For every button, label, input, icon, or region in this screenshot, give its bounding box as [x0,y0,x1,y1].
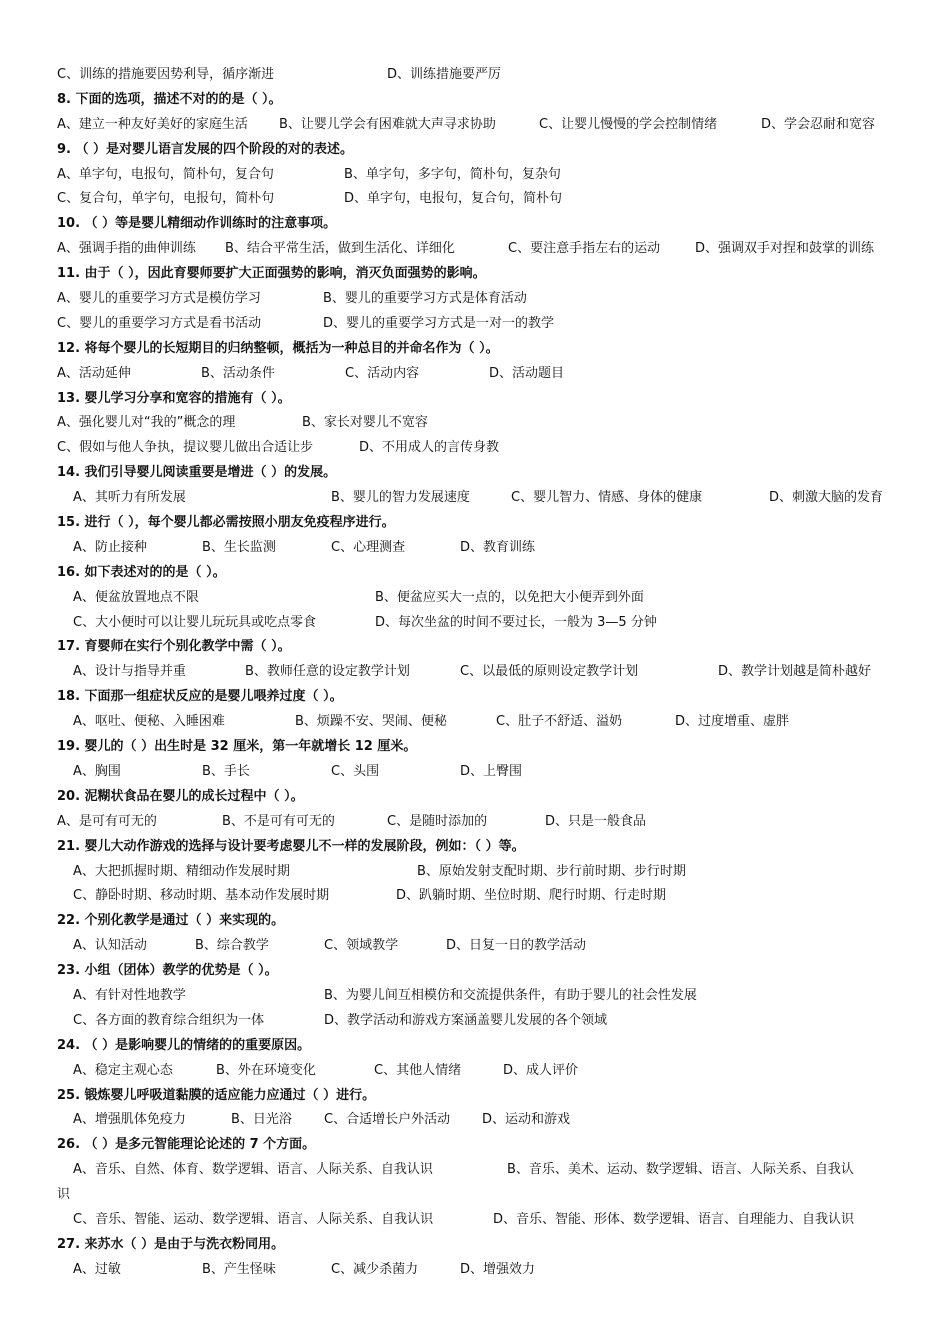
answer-option: D、每次坐盆的时间不要过长，一般为 3—5 分钟 [375,614,657,630]
options-row [57,536,910,561]
options-row [57,312,910,337]
options-row [57,810,910,835]
options-row [57,1158,910,1183]
answer-option: A、其听力有所发展 [73,490,186,506]
answer-option: C、婴儿的重要学习方式是看书活动 [57,315,262,331]
options-row [57,586,910,611]
question-text: 15. 进行（ ），每个婴儿都必需按照小朋友免疫程序进行。 [57,515,395,531]
answer-option: C、肚子不舒适、溢奶 [496,714,623,730]
options-row [57,63,910,88]
answer-option: C、音乐、智能、运动、数学逻辑、语言、人际关系、自我认识 [73,1211,434,1227]
answer-option: D、上臀围 [460,763,523,779]
answer-option: C、让婴儿慢慢的学会控制情绪 [539,116,718,132]
answer-option: B、外在环境变化 [216,1062,316,1078]
question-text: 27. 来苏水（ ）是由于与洗衣粉同用。 [57,1236,285,1252]
options-row [57,860,910,885]
question-text: 17. 育婴师在实行个别化教学中需（ ）。 [57,639,291,655]
answer-option: B、原始发射支配时期、步行前时期、步行时期 [417,863,686,879]
answer-option: C、其他人情绪 [374,1062,462,1078]
answer-option: A、活动延伸 [57,365,131,381]
answer-option: D、婴儿的重要学习方式是一对一的教学 [323,315,555,331]
options-row [57,1009,910,1034]
answer-option: B、综合教学 [195,938,269,954]
answer-option: D、单字句，电报句，复合句，简朴句 [344,191,563,207]
answer-option: A、强化婴儿对“我的”概念的理 [57,415,236,431]
question-text: 8. 下面的选项，描述不对的的是（ ）。 [57,91,282,107]
question-text: 20. 泥糊状食品在婴儿的成长过程中（ ）。 [57,788,304,804]
answer-option: B、日光浴 [231,1112,292,1128]
answer-option: A、防止接种 [73,539,147,555]
answer-option: D、成人评价 [503,1062,579,1078]
question-text: 19. 婴儿的（ ）出生时是 32 厘米，第一年就增长 12 厘米。 [57,739,417,755]
answer-option: C、领域教学 [324,938,399,954]
answer-option: A、大把抓握时期、精细动作发展时期 [73,863,290,879]
options-row [57,934,910,959]
question-text: 13. 婴儿学习分享和宽容的措施有（ ）。 [57,390,291,406]
options-row [57,411,910,436]
answer-option: A、胸围 [73,763,121,779]
answer-option: A、建立一种友好美好的家庭生活 [57,116,248,132]
answer-option: A、过敏 [73,1261,121,1277]
options-row [57,187,910,212]
answer-option: B、便盆应买大一点的，以免把大小便弄到外面 [375,589,644,605]
answer-option: B、音乐、美术、运动、数学逻辑、语言、人际关系、自我认 [507,1162,854,1178]
options-row [57,884,910,909]
answer-option: D、活动题目 [489,365,565,381]
answer-option: D、学会忍耐和宽容 [761,116,876,132]
answer-option: B、结合平常生活，做到生活化、详细化 [225,241,455,257]
options-row [57,113,910,138]
answer-option: C、是随时添加的 [387,813,488,829]
options-row [57,237,910,262]
answer-option: A、音乐、自然、体育、数学逻辑、语言、人际关系、自我认识 [73,1162,433,1178]
question-text: 18. 下面那一组症状反应的是婴儿喂养过度（ ）。 [57,689,343,705]
answer-option: B、产生怪味 [202,1261,276,1277]
options-row [57,984,910,1009]
answer-option: D、运动和游戏 [482,1112,571,1128]
question-text: 12. 将每个婴儿的长短期目的归纳整顿，概括为一种总目的并命名作为（ ）。 [57,340,499,356]
question-text: 24. （ ）是影响婴儿的情绪的的重要原因。 [57,1037,311,1053]
answer-option: C、心理测查 [331,539,406,555]
options-row [57,1108,910,1133]
answer-option: D、训练措施要严厉 [387,67,502,82]
answer-option: D、不用成人的言传身教 [359,440,500,456]
question-text: 23. 小组（团体）教学的优势是（ ）。 [57,963,278,979]
answer-option: A、便盆放置地点不限 [73,589,199,605]
answer-option: B、家长对婴儿不宽容 [302,415,428,431]
answer-option: A、婴儿的重要学习方式是模仿学习 [57,291,261,307]
answer-option: B、烦躁不安、哭闹、便秘 [295,714,447,730]
option-continuation: 识 [57,1187,71,1203]
options-row [57,611,910,636]
answer-option: A、单字句，电报句，简朴句，复合句 [57,166,274,182]
answer-option: A、有针对性地教学 [73,987,186,1003]
answer-option: D、增强效力 [460,1261,536,1277]
answer-option: C、减少杀菌力 [331,1261,419,1277]
answer-option: C、以最低的原则设定教学计划 [460,664,639,680]
answer-option: A、强调手指的曲伸训练 [57,241,196,257]
question-text: 10. （ ）等是婴儿精细动作训练时的注意事项。 [57,216,337,232]
answer-option: A、稳定主观心态 [73,1062,173,1078]
answer-option: C、头围 [331,763,380,779]
answer-option: B、为婴儿间互相模仿和交流提供条件，有助于婴儿的社会性发展 [324,987,697,1003]
answer-option: D、教育训练 [460,539,536,555]
answer-option: B、婴儿的重要学习方式是体育活动 [323,291,527,307]
options-row [57,1059,910,1084]
answer-option: A、认知活动 [73,938,147,954]
answer-option: A、是可有可无的 [57,813,157,829]
question-text: 9. （ ）是对婴儿语言发展的四个阶段的对的表述。 [57,141,354,157]
answer-option: C、要注意手指左右的运动 [508,241,661,257]
options-row [57,760,910,785]
options-row [57,486,910,511]
question-text: 25. 锻炼婴儿呼吸道黏膜的适应能力应通过（ ）进行。 [57,1087,376,1103]
answer-option: C、合适增长户外活动 [324,1112,451,1128]
question-text: 16. 如下表述对的的是（ ）。 [57,564,226,580]
options-row [57,1258,910,1283]
answer-option: D、音乐、智能、形体、数学逻辑、语言、自理能力、自我认识 [493,1211,855,1227]
answer-option: A、呕吐、便秘、入睡困难 [73,714,225,730]
answer-option: B、教师任意的设定教学计划 [245,664,410,680]
answer-option: B、手长 [202,763,250,779]
answer-option: B、不是可有可无的 [222,813,335,829]
answer-option: D、趴躺时期、坐位时期、爬行时期、行走时期 [396,888,667,904]
answer-option: A、增强肌体免疫力 [73,1112,186,1128]
answer-option: B、活动条件 [201,365,275,381]
options-row [57,362,910,387]
answer-option: C、训练的措施要因势利导，循序渐进 [57,67,275,82]
answer-option: D、强调双手对捏和鼓掌的训练 [695,241,875,257]
answer-option: D、教学计划越是简朴越好 [718,664,872,680]
answer-option: D、教学活动和游戏方案涵盖婴儿发展的各个领域 [324,1012,608,1028]
answer-option: D、刺激大脑的发育 [769,490,884,506]
answer-option: D、日复一日的教学活动 [446,938,587,954]
options-row [57,660,910,685]
answer-option: B、让婴儿学会有困难就大声寻求协助 [279,116,496,132]
answer-option: B、生长监测 [202,539,276,555]
question-text: 22. 个别化教学是通过（ ）来实现的。 [57,913,285,929]
answer-option: B、婴儿的智力发展速度 [331,490,470,506]
answer-option: D、过度增重、虚胖 [675,714,790,730]
options-row [57,710,910,735]
options-row [57,436,910,461]
answer-option: C、大小便时可以让婴儿玩玩具或吃点零食 [73,614,317,630]
answer-option: D、只是一般食品 [545,813,647,829]
answer-option: C、静卧时期、移动时期、基本动作发展时期 [73,888,330,904]
answer-option: B、单字句，多字句，简朴句，复杂句 [344,166,561,182]
answer-option: C、假如与他人争执，提议婴儿做出合适让步 [57,440,314,456]
question-text: 26. （ ）是多元智能理论论述的 7 个方面。 [57,1137,316,1153]
answer-option: C、活动内容 [345,365,420,381]
answer-option: C、复合句，单字句，电报句，简朴句 [57,191,275,207]
answer-option: C、婴儿智力、情感、身体的健康 [511,490,703,506]
question-text: 14. 我们引导婴儿阅读重要是增进（ ）的发展。 [57,465,337,481]
answer-option: C、各方面的教育综合组织为一体 [73,1012,265,1028]
answer-option: A、设计与指导并重 [73,664,186,680]
question-text: 21. 婴儿大动作游戏的选择与设计要考虑婴儿不一样的发展阶段，例如：（ ）等。 [57,838,525,854]
options-row [57,1208,910,1233]
options-row [57,163,910,188]
options-row [57,287,910,312]
question-text: 11. 由于（ ），因此育婴师要扩大正面强势的影响，消灭负面强势的影响。 [57,266,486,282]
